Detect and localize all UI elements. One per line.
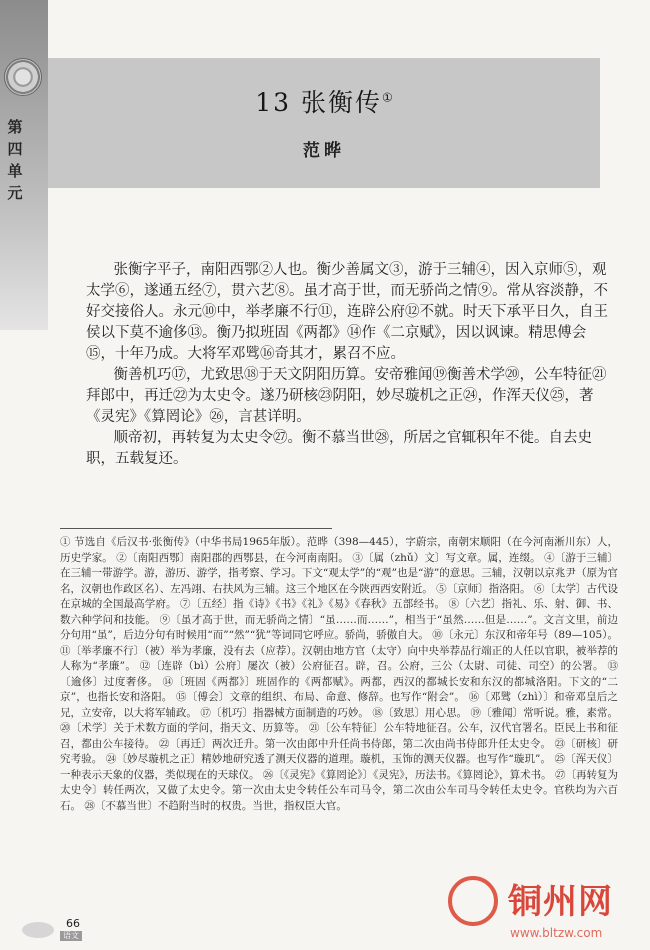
footnote-divider: [60, 528, 332, 529]
footnote: ㉖〔《灵宪》《算罔论》〕《灵宪》，历法书。《算罔论》，算术书。: [262, 768, 552, 781]
footnote: ⑥〔太学〕古代设在京城的全国最高学府。: [60, 582, 619, 610]
subject-footer-tag: 语文: [60, 931, 82, 941]
footnote: ㉘〔不慕当世〕不趋附当时的权贵。当世，指权臣大官。: [84, 799, 347, 812]
footnotes: [60, 535, 618, 814]
footnote: ⑧〔六艺〕指礼、乐、射、御、书、数六种学问和技能。: [60, 598, 618, 626]
footnote: ㉔〔妙尽璇机之正〕精妙地研究透了测天仪器的道理。璇机，玉饰的测天仪器。也写作“璇玑”。: [105, 753, 552, 765]
site-watermark: [448, 874, 648, 950]
watermark-title: 铜州网: [508, 882, 613, 922]
footnote: ⑳〔术学〕关于术数方面的学问，指天文、历算等。: [60, 722, 306, 734]
footnote: ㉗〔再转复为太史令〕转任两次，又做了太史令。第一次由太史令转任公车司马令，第二次由公车司马令转任太史令。官秩均为六百石。: [60, 768, 619, 812]
footnote: ④〔游于三辅〕在三辅一带游学。游，游历、游学，指考察、学习。下文“观太学”的“观”也是“游”的意思。三辅，汉朝以京兆尹（原为官名，汉朝也作政区名）、左冯翊、右扶风为三辅。这三个地区在今陕西西安附近。: [60, 551, 619, 595]
footnote: ㉒〔再迁〕两次迁升。第一次由郎中升任尚书侍郎，第二次由尚书侍郎升任太史令。: [158, 737, 552, 750]
main-text: [86, 260, 611, 470]
footnote: ⑮〔傅会〕文章的组织、布局、命意、修辞。也写作“附会”。: [176, 691, 466, 703]
decorative-medallion-icon: [4, 58, 42, 96]
footnote: ㉑〔公车特征〕公车特地征召。公车，汉代官署名。臣民上书和征召，都由公车接待。: [60, 722, 619, 750]
footnote: ⑱〔致思〕用心思。: [372, 706, 468, 719]
footnote: ⑦〔五经〕指《诗》《书》《礼》《易》《春秋》五部经书。: [180, 598, 446, 610]
paragraph-3: 顺帝初，再转复为太史令㉗。衡不慕当世㉘，所居之官辄积年不徙。自去史职，五载复还。: [86, 430, 593, 467]
title-note-mark: ①: [382, 90, 393, 105]
unit-label: 第四单元: [7, 118, 23, 202]
footnote: ⑨〔虽才高于世，而无骄尚之情〕“虽……而……”，相当于“虽然……但是……”。文言文里，前边分句用“虽”，后边分句有时候用“而”“然”“犹”等词同它呼应。骄尚，骄傲自大。: [60, 613, 619, 641]
footnote: ① 节选自《后汉书·张衡传》（中华书局1965年版）。范晔（398—445），字蔚宗，南朝宋顺阳（在今河南淅川东）人，历史学家。: [60, 536, 618, 564]
footnote: ⑯〔邓骘（zhì）〕和帝邓皇后之兄，立安帝，以大将军辅政。: [60, 691, 618, 719]
footnote: ③〔属（zhǔ）文〕写文章。属，连缀。: [352, 551, 541, 564]
footnote: ⑲〔雅闻〕常听说。雅，素常。: [470, 706, 619, 719]
footnote: ⑫〔连辟（bì）公府〕屡次（被）公府征召。辟，召。公府，三公（太尉、司徒、司空）的公署。: [139, 660, 604, 672]
title-text: 13 张衡传: [255, 88, 382, 117]
paragraph-1: 张衡字平子，南阳西鄂②人也。衡少善属文③，游于三辅④，因入京师⑤，观太学⑥，遂通五经⑦，贯六艺⑧。虽才高于世，而无骄尚之情⑨。常从容淡静，不好交接俗人。永元⑩中，举孝廉不行⑪，连辟公府⑫不就。时天下承平日久，自王侯以下莫不逾侈⑬。衡乃拟班固《两都》⑭作《二京赋》，因以讽谏。精思傅会⑮，十年乃成。大将军邓骘⑯奇其才，累召不应。: [86, 262, 608, 362]
footnote: ⑩〔永元〕东汉和帝年号（89—105）。: [432, 629, 619, 641]
footnote: ⑰〔机巧〕指器械方面制造的巧妙。: [200, 706, 369, 719]
footnote: ⑬〔逾侈〕过度奢侈。: [60, 660, 618, 688]
footnote: ⑪〔举孝廉不行〕（被）举为孝廉，没有去（应荐）。汉朝由地方官（太守）向中央举荐品行端正的人任以官职，被举荐的人称为“孝廉”。: [60, 644, 618, 672]
footnote: ②〔南阳西鄂〕南阳郡的西鄂县，在今河南南阳。: [116, 551, 349, 564]
footnote: ㉕〔浑天仪〕一种表示天象的仪器，类似现在的天球仪。: [60, 753, 619, 781]
watermark-seal-icon: [448, 876, 498, 926]
page-title: [48, 83, 600, 119]
footnote: ⑤〔京师〕指洛阳。: [436, 582, 531, 595]
footnote: ⑭〔班固《两都》〕班固作的《两都赋》。两都，西汉的都城长安和东汉的都城洛阳。下文的“二京”，也指长安和洛阳。: [60, 675, 618, 703]
title-block: [48, 58, 600, 188]
paragraph-2: 衡善机巧⑰，尤致思⑱于天文阴阳历算。安帝雅闻⑲衡善术学⑳，公车特征㉑拜郎中，再迁㉒为太史令。遂乃研核㉓阴阳，妙尽璇机之正㉔，作浑天仪㉕，著《灵宪》《算罔论》㉖，言甚详明。: [86, 367, 607, 425]
watermark-url: www.bltzw.com: [510, 926, 603, 940]
author-name: 范晔: [303, 141, 345, 161]
corner-ink-decoration: [22, 922, 54, 938]
page-number: 66: [66, 917, 80, 930]
footnote: ㉓〔研核〕研究考验。: [60, 737, 619, 765]
